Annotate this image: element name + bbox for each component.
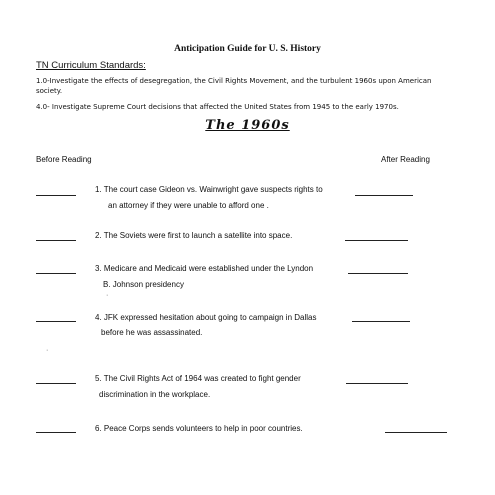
after-answer-blank-4[interactable] bbox=[352, 321, 410, 322]
standard-1: 1.0-Investigate the effects of desegregation, the Civil Rights Movement, and the turbulent 1960s upon American society. bbox=[36, 77, 432, 95]
before-answer-blank-1[interactable] bbox=[36, 195, 76, 196]
statement-3-line-2: B. Johnson presidency bbox=[103, 280, 184, 289]
after-answer-blank-5[interactable] bbox=[346, 383, 408, 384]
curriculum-heading: TN Curriculum Standards: bbox=[36, 60, 146, 71]
after-answer-blank-6[interactable] bbox=[385, 432, 447, 433]
statement-4-line-1: 4. JFK expressed hesitation about going to campaign in Dallas bbox=[95, 313, 317, 322]
statement-1-line-2: an attorney if they were unable to afford one . bbox=[108, 201, 269, 210]
before-answer-blank-2[interactable] bbox=[36, 240, 76, 241]
after-reading-label: After Reading bbox=[381, 155, 430, 164]
statement-1-line-1: 1. The court case Gideon vs. Wainwright gave suspects rights to bbox=[95, 185, 323, 194]
stray-mark: · bbox=[46, 347, 49, 354]
standard-2: 4.0- Investigate Supreme Court decisions that affected the United States from 1945 to the early 1970s. bbox=[36, 103, 399, 111]
after-answer-blank-1[interactable] bbox=[355, 195, 413, 196]
decade-title: The 1960s bbox=[205, 118, 290, 133]
after-answer-blank-2[interactable] bbox=[345, 240, 408, 241]
after-answer-blank-3[interactable] bbox=[348, 273, 408, 274]
before-answer-blank-6[interactable] bbox=[36, 432, 76, 433]
statement-5-line-1: 5. The Civil Rights Act of 1964 was created to fight gender bbox=[95, 374, 301, 383]
page-title: Anticipation Guide for U. S. History bbox=[174, 44, 321, 54]
statement-5-line-2: discrimination in the workplace. bbox=[99, 390, 211, 399]
statement-3-line-1: 3. Medicare and Medicaid were established under the Lyndon bbox=[95, 264, 314, 273]
stray-mark: · bbox=[106, 292, 109, 299]
before-answer-blank-5[interactable] bbox=[36, 383, 76, 384]
before-answer-blank-3[interactable] bbox=[36, 273, 76, 274]
statement-6-line-1: 6. Peace Corps sends volunteers to help in poor countries. bbox=[95, 424, 303, 433]
statement-2-line-1: 2. The Soviets were first to launch a satellite into space. bbox=[95, 231, 293, 240]
before-answer-blank-4[interactable] bbox=[36, 321, 76, 322]
before-reading-label: Before Reading bbox=[36, 155, 92, 164]
statement-4-line-2: before he was assassinated. bbox=[101, 328, 203, 337]
